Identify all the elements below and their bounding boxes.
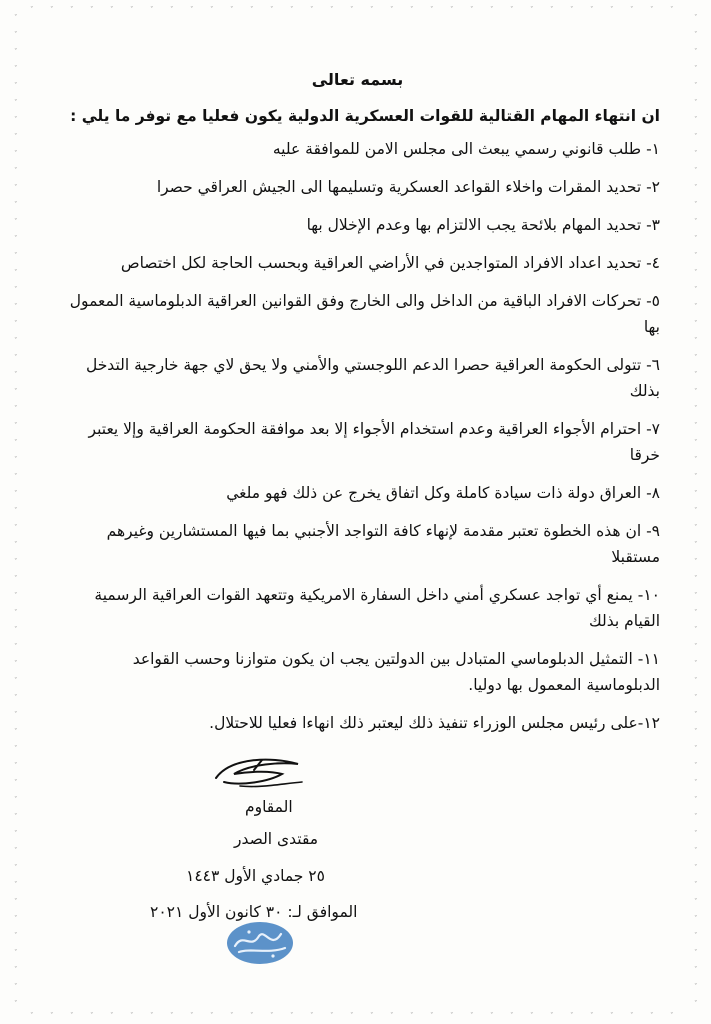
border-mark: ˇ — [14, 116, 18, 124]
border-mark: ˇ — [14, 881, 18, 889]
border-mark: ˇ — [694, 898, 698, 906]
border-mark: ˇ — [694, 694, 698, 702]
border-mark: ˇ — [694, 609, 698, 617]
border-mark: ˇ — [694, 813, 698, 821]
border-mark: ˇ — [250, 6, 254, 14]
border-mark: ˇ — [694, 337, 698, 345]
list-item: ٨- العراق دولة ذات سيادة كاملة وكل اتفاق يخرج عن ذلك فهو ملغي — [226, 484, 660, 502]
border-mark: ˇ — [14, 983, 18, 991]
border-mark: ˇ — [14, 252, 18, 260]
border-mark: ˇ — [14, 422, 18, 430]
border-mark: ˇ — [14, 915, 18, 923]
border-mark: ˇ — [694, 133, 698, 141]
border-mark: ˇ — [14, 847, 18, 855]
border-mark: ˇ — [694, 303, 698, 311]
list-item: ١١- التمثيل الدبلوماسي المتبادل بين الدولتين يجب ان يكون متوازنا وحسب القواعد الدبلوماسية المعمول بها دوليا. — [132, 650, 660, 694]
border-mark: ˇ — [310, 6, 314, 14]
border-mark: ˇ — [190, 6, 194, 14]
border-mark: ˇ — [610, 1012, 614, 1020]
border-mark: ˇ — [14, 337, 18, 345]
border-mark: ˇ — [570, 6, 574, 14]
border-mark: ˇ — [150, 6, 154, 14]
border-mark: ˇ — [14, 303, 18, 311]
border-mark: ˇ — [30, 1012, 34, 1020]
border-mark: ˇ — [694, 1000, 698, 1008]
border-mark: ˇ — [14, 609, 18, 617]
gregorian-date: الموافق لـ: ٣٠ كانون الأول ٢٠٢١ — [150, 903, 358, 921]
border-mark: ˇ — [14, 388, 18, 396]
border-mark: ˇ — [14, 524, 18, 532]
calligraphy-seal — [225, 920, 295, 966]
border-mark: ˇ — [14, 235, 18, 243]
border-mark: ˇ — [110, 6, 114, 14]
border-mark: ˇ — [14, 864, 18, 872]
border-mark: ˇ — [14, 1000, 18, 1008]
border-mark: ˇ — [550, 1012, 554, 1020]
border-mark: ˇ — [270, 1012, 274, 1020]
border-mark: ˇ — [14, 932, 18, 940]
border-mark: ˇ — [170, 6, 174, 14]
border-mark: ˇ — [310, 1012, 314, 1020]
border-mark: ˇ — [694, 728, 698, 736]
border-mark: ˇ — [14, 592, 18, 600]
border-mark: ˇ — [490, 6, 494, 14]
border-mark: ˇ — [370, 1012, 374, 1020]
border-mark: ˇ — [14, 813, 18, 821]
border-mark: ˇ — [694, 830, 698, 838]
border-mark: ˇ — [390, 6, 394, 14]
border-mark: ˇ — [694, 439, 698, 447]
border-mark: ˇ — [14, 728, 18, 736]
border-mark: ˇ — [330, 1012, 334, 1020]
border-mark: ˇ — [694, 660, 698, 668]
border-mark: ˇ — [694, 796, 698, 804]
border-mark: ˇ — [694, 592, 698, 600]
border-mark: ˇ — [694, 422, 698, 430]
border-mark: ˇ — [694, 184, 698, 192]
border-mark: ˇ — [694, 167, 698, 175]
border-mark: ˇ — [694, 558, 698, 566]
border-mark: ˇ — [14, 473, 18, 481]
border-mark: ˇ — [14, 507, 18, 515]
document-intro: ان انتهاء المهام القتالية للقوات العسكرية الدولية يكون فعليا مع توفر ما يلي : — [70, 107, 660, 125]
border-mark: ˇ — [694, 711, 698, 719]
border-mark: ˇ — [14, 643, 18, 651]
border-mark: ˇ — [14, 320, 18, 328]
border-mark: ˇ — [490, 1012, 494, 1020]
border-mark: ˇ — [14, 575, 18, 583]
border-mark: ˇ — [50, 6, 54, 14]
border-mark: ˇ — [14, 31, 18, 39]
border-mark: ˇ — [694, 116, 698, 124]
border-mark: ˇ — [530, 6, 534, 14]
border-mark: ˇ — [694, 983, 698, 991]
signatory-name: مقتدى الصدر — [234, 830, 319, 848]
border-mark: ˇ — [694, 762, 698, 770]
border-mark: ˇ — [390, 1012, 394, 1020]
border-mark: ˇ — [14, 150, 18, 158]
border-mark: ˇ — [694, 14, 698, 22]
border-mark: ˇ — [630, 1012, 634, 1020]
border-mark: ˇ — [694, 847, 698, 855]
border-mark: ˇ — [50, 1012, 54, 1020]
border-mark: ˇ — [230, 6, 234, 14]
list-item: ٤- تحديد اعداد الافراد المتواجدين في الأراضي العراقية وبحسب الحاجة لكل اختصاص — [120, 254, 660, 272]
border-mark: ˇ — [450, 1012, 454, 1020]
border-mark: ˇ — [330, 6, 334, 14]
border-mark: ˇ — [290, 1012, 294, 1020]
border-mark: ˇ — [694, 31, 698, 39]
border-mark: ˇ — [410, 6, 414, 14]
document-body — [55, 70, 660, 748]
border-mark: ˇ — [694, 541, 698, 549]
border-mark: ˇ — [14, 779, 18, 787]
border-mark: ˇ — [550, 6, 554, 14]
border-mark: ˇ — [410, 1012, 414, 1020]
border-mark: ˇ — [510, 1012, 514, 1020]
list-item: ١٠- يمنع أي تواجد عسكري أمني داخل السفارة الامريكية وتتعهد القوات العراقية الرسمية القيام بذلك — [94, 586, 660, 630]
border-mark: ˇ — [14, 558, 18, 566]
border-mark: ˇ — [14, 796, 18, 804]
signatory-role: المقاوم — [245, 798, 293, 816]
border-mark: ˇ — [14, 286, 18, 294]
border-mark: ˇ — [694, 269, 698, 277]
border-mark: ˇ — [170, 1012, 174, 1020]
list-item: ٢- تحديد المقرات واخلاء القواعد العسكرية وتسليمها الى الجيش العراقي حصرا — [156, 178, 660, 196]
border-mark: ˇ — [14, 48, 18, 56]
border-mark: ˇ — [430, 6, 434, 14]
border-mark: ˇ — [14, 677, 18, 685]
border-mark: ˇ — [14, 184, 18, 192]
list-item: ٣- تحديد المهام بلائحة يجب الالتزام بها وعدم الإخلال بها — [306, 216, 660, 234]
border-mark: ˇ — [694, 490, 698, 498]
border-mark: ˇ — [630, 6, 634, 14]
border-mark: ˇ — [14, 439, 18, 447]
list-item: ١- طلب قانوني رسمي يبعث الى مجلس الامن للموافقة عليه — [272, 140, 660, 158]
border-mark: ˇ — [570, 1012, 574, 1020]
border-mark: ˇ — [270, 6, 274, 14]
border-mark: ˇ — [694, 235, 698, 243]
border-mark: ˇ — [14, 745, 18, 753]
border-mark: ˇ — [30, 6, 34, 14]
border-mark: ˇ — [14, 626, 18, 634]
list-item: ٦- تتولى الحكومة العراقية حصرا الدعم اللوجستي والأمني ولا يحق لاي جهة خارجية التدخل بذلك — [85, 356, 660, 400]
border-mark: ˇ — [14, 898, 18, 906]
border-mark: ˇ — [14, 167, 18, 175]
border-mark: ˇ — [530, 1012, 534, 1020]
border-mark: ˇ — [670, 1012, 674, 1020]
border-mark: ˇ — [694, 881, 698, 889]
border-mark: ˇ — [14, 201, 18, 209]
border-mark: ˇ — [70, 1012, 74, 1020]
border-mark: ˇ — [290, 6, 294, 14]
border-mark: ˇ — [210, 6, 214, 14]
border-mark: ˇ — [450, 6, 454, 14]
border-mark: ˇ — [14, 405, 18, 413]
border-mark: ˇ — [430, 1012, 434, 1020]
list-item: ١٢-على رئيس مجلس الوزراء تنفيذ ذلك ليعتبر ذلك انهاءا فعليا للاحتلال. — [209, 714, 660, 732]
border-mark: ˇ — [14, 65, 18, 73]
list-item: ٩- ان هذه الخطوة تعتبر مقدمة لإنهاء كافة التواجد الأجنبي بما فيها المستشارين وغيرهم مستقبلا — [106, 522, 660, 566]
handwritten-signature — [210, 752, 310, 794]
border-mark: ˇ — [14, 660, 18, 668]
border-mark: ˇ — [590, 1012, 594, 1020]
border-mark: ˇ — [14, 354, 18, 362]
border-mark: ˇ — [130, 1012, 134, 1020]
border-mark: ˇ — [650, 1012, 654, 1020]
border-mark: ˇ — [14, 82, 18, 90]
border-mark: ˇ — [694, 371, 698, 379]
border-mark: ˇ — [694, 405, 698, 413]
border-mark: ˇ — [14, 966, 18, 974]
border-mark: ˇ — [150, 1012, 154, 1020]
border-mark: ˇ — [694, 456, 698, 464]
border-mark: ˇ — [694, 966, 698, 974]
border-mark: ˇ — [694, 949, 698, 957]
border-mark: ˇ — [670, 6, 674, 14]
border-mark: ˇ — [694, 320, 698, 328]
border-mark: ˇ — [470, 6, 474, 14]
border-mark: ˇ — [14, 490, 18, 498]
hijri-date: ٢٥ جمادي الأول ١٤٤٣ — [186, 867, 325, 885]
border-mark: ˇ — [694, 65, 698, 73]
border-mark: ˇ — [694, 864, 698, 872]
border-mark: ˇ — [14, 711, 18, 719]
border-mark: ˇ — [190, 1012, 194, 1020]
border-mark: ˇ — [14, 541, 18, 549]
border-mark: ˇ — [694, 286, 698, 294]
border-mark: ˇ — [14, 949, 18, 957]
border-mark: ˇ — [14, 456, 18, 464]
document-title: بسمه تعالى — [311, 70, 404, 89]
border-mark: ˇ — [694, 388, 698, 396]
border-mark: ˇ — [230, 1012, 234, 1020]
border-mark: ˇ — [694, 218, 698, 226]
border-mark: ˇ — [694, 354, 698, 362]
border-mark: ˇ — [14, 99, 18, 107]
border-mark: ˇ — [694, 626, 698, 634]
border-mark: ˇ — [14, 694, 18, 702]
border-mark: ˇ — [70, 6, 74, 14]
border-mark: ˇ — [694, 932, 698, 940]
border-mark: ˇ — [694, 524, 698, 532]
border-mark: ˇ — [14, 218, 18, 226]
border-mark: ˇ — [694, 48, 698, 56]
border-mark: ˇ — [130, 6, 134, 14]
border-mark: ˇ — [694, 779, 698, 787]
border-mark: ˇ — [694, 643, 698, 651]
border-mark: ˇ — [14, 371, 18, 379]
border-mark: ˇ — [694, 82, 698, 90]
border-mark: ˇ — [510, 6, 514, 14]
border-mark: ˇ — [14, 14, 18, 22]
border-mark: ˇ — [694, 201, 698, 209]
border-mark: ˇ — [694, 99, 698, 107]
border-mark: ˇ — [250, 1012, 254, 1020]
border-mark: ˇ — [14, 830, 18, 838]
border-mark: ˇ — [470, 1012, 474, 1020]
border-mark: ˇ — [14, 133, 18, 141]
border-mark: ˇ — [610, 6, 614, 14]
border-mark: ˇ — [210, 1012, 214, 1020]
list-item: ٧- احترام الأجواء العراقية وعدم استخدام الأجواء إلا بعد موافقة الحكومة العراقية وإلا يعتبر خرقا — [88, 420, 660, 464]
border-mark: ˇ — [694, 575, 698, 583]
demands-list — [55, 136, 660, 736]
border-mark: ˇ — [90, 1012, 94, 1020]
border-mark: ˇ — [694, 677, 698, 685]
border-mark: ˇ — [14, 762, 18, 770]
border-mark: ˇ — [694, 473, 698, 481]
border-mark: ˇ — [14, 269, 18, 277]
border-mark: ˇ — [590, 6, 594, 14]
border-mark: ˇ — [370, 6, 374, 14]
border-mark: ˇ — [694, 915, 698, 923]
border-mark: ˇ — [350, 6, 354, 14]
border-mark: ˇ — [90, 6, 94, 14]
border-mark: ˇ — [694, 507, 698, 515]
list-item: ٥- تحركات الافراد الباقية من الداخل والى الخارج وفق القوانين العراقية الدبلوماسية المعمول بها — [69, 292, 660, 336]
border-mark: ˇ — [694, 252, 698, 260]
border-mark: ˇ — [650, 6, 654, 14]
border-mark: ˇ — [350, 1012, 354, 1020]
border-mark: ˇ — [110, 1012, 114, 1020]
border-mark: ˇ — [694, 150, 698, 158]
border-mark: ˇ — [694, 745, 698, 753]
